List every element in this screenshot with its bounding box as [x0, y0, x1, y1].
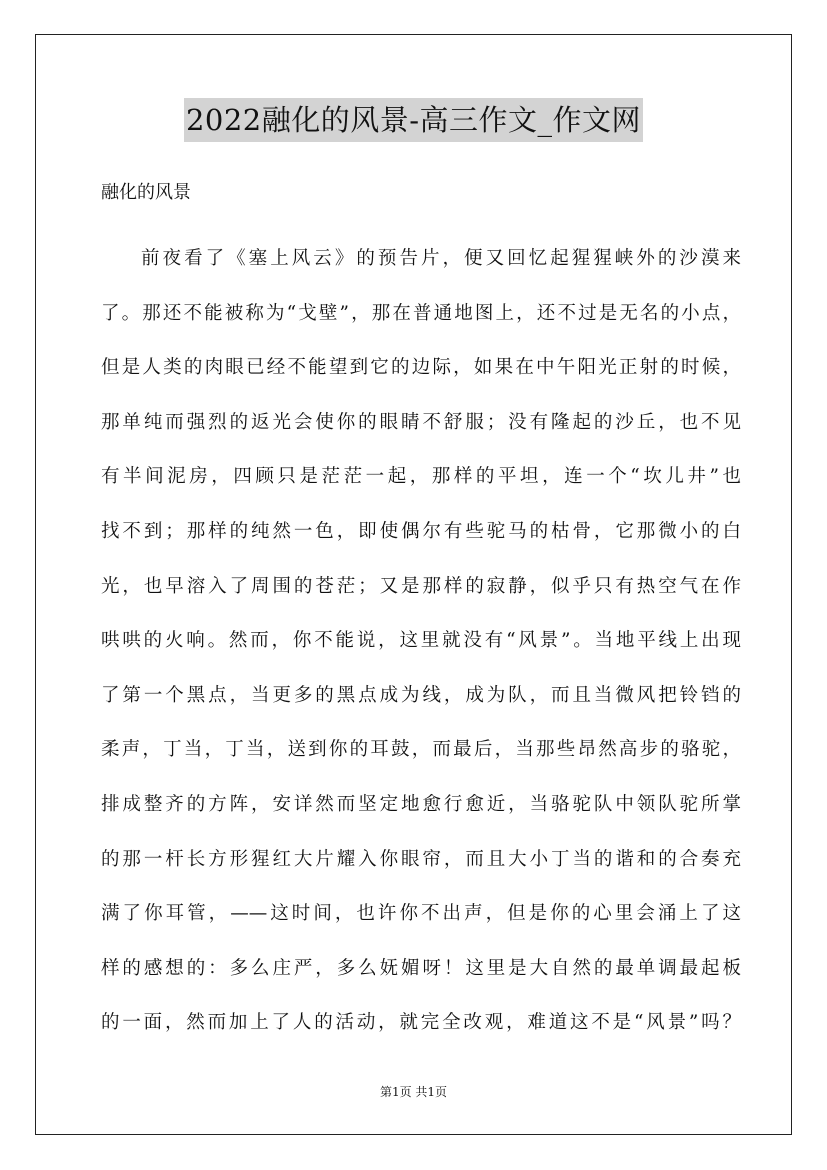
- document-title[interactable]: 2022融化的风景-高三作文_作文网: [184, 98, 643, 142]
- paragraph-line: 了第一个黑点，当更多的黑点成为线，成为队，而且当微风把铃铛的: [101, 684, 741, 706]
- paragraph-line: 排成整齐的方阵，安详然而坚定地愈行愈近，当骆驼队中领队驼所掌: [101, 793, 741, 815]
- title-container: [0, 98, 827, 142]
- page-number-footer: 第1页 共1页: [379, 1085, 448, 1099]
- paragraph-line: 满了你耳管，——这时间，也许你不出声，但是你的心里会涌上了这: [101, 903, 741, 925]
- paragraph-line: 的一面，然而加上了人的活动，就完全改观，难道这不是“风景”吗？: [101, 1012, 741, 1034]
- paragraph-line: 那单纯而强烈的返光会使你的眼睛不舒服；没有隆起的沙丘，也不见: [101, 411, 741, 433]
- paragraph-line: 有半间泥房，四顾只是茫茫一起，那样的平坦，连一个“坎儿井”也: [101, 466, 741, 488]
- paragraph-line: 前夜看了《塞上风云》的预告片，便又回忆起猩猩峡外的沙漠来: [141, 248, 741, 269]
- essay-paragraph: [101, 232, 741, 1051]
- paragraph-line: 样的感想的：多么庄严，多么妩媚呀！这里是大自然的最单调最起板: [101, 957, 741, 979]
- paragraph-line: 但是人类的肉眼已经不能望到它的边际，如果在中午阳光正射的时候，: [101, 357, 741, 379]
- paragraph-line: 的那一杆长方形猩红大片耀入你眼帘，而且大小丁当的谐和的合奏充: [101, 848, 741, 870]
- paragraph-line: 哄哄的火响。然而，你不能说，这里就没有“风景”。当地平线上出现: [101, 630, 741, 652]
- paragraph-line: 光，也早溶入了周围的苍茫；又是那样的寂静，似乎只有热空气在作: [101, 575, 741, 597]
- essay-heading: 融化的风景: [101, 182, 191, 203]
- paragraph-line: 了。那还不能被称为“戈壁”，那在普通地图上，还不过是无名的小点，: [101, 302, 741, 324]
- paragraph-line: 找不到；那样的纯然一色，即使偶尔有些驼马的枯骨，它那微小的白: [101, 520, 741, 542]
- paragraph-line: 柔声，丁当，丁当，送到你的耳鼓，而最后，当那些昂然高步的骆驼，: [101, 739, 741, 761]
